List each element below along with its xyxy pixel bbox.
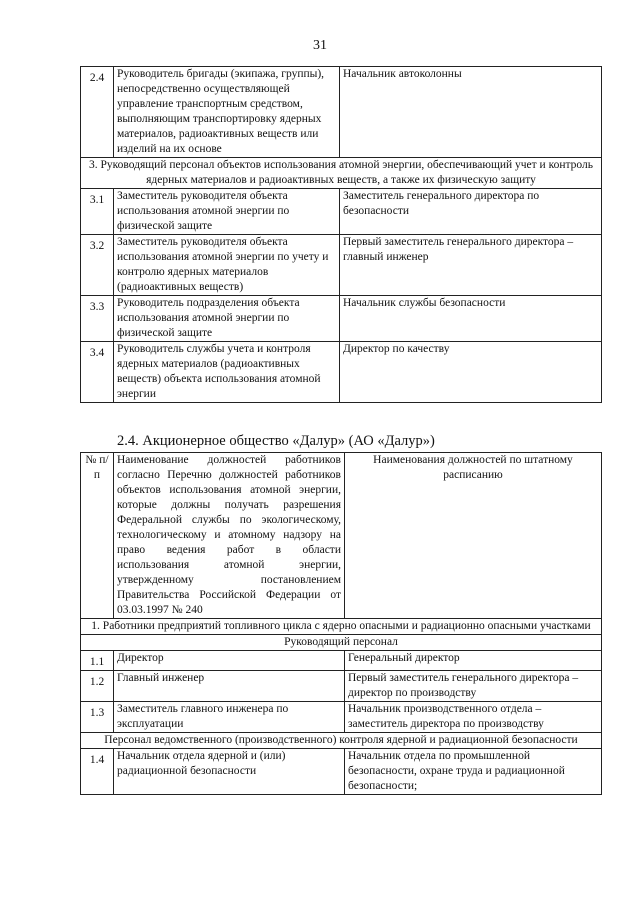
staff-position: Заместитель генерального директора по безопасности [340,189,602,235]
table-row [81,651,602,671]
table-row [81,749,602,795]
position-name: Заместитель главного инженера по эксплуатации [114,702,345,733]
responsible-personnel-table-continued [80,66,602,403]
row-number: 3.3 [81,296,114,342]
table-row [81,671,602,702]
table-row [81,342,602,403]
position-name: Главный инженер [114,671,345,702]
row-number: 1.4 [81,749,114,795]
position-name: Руководитель подразделения объекта использования атомной энергии по физической защите [114,296,340,342]
column-header-position: Наименование должностей работников согласно Перечню должностей работников объектов использования атомной энергии, которые должны получать разрешения Федеральной службы по экологическому, технологическому и атомному надзору на право ведения работ в области использования атомной энергии, утвержденному постановлением Правительства Российской Федерации от 03.03.1997 № 240 [114,453,345,619]
table-row [81,702,602,733]
position-name: Руководитель службы учета и контроля ядерных материалов (радиоактивных веществ) объекта использования атомной энергии [114,342,340,403]
position-name: Руководитель бригады (экипажа, группы), непосредственно осуществляющей управление транспортным средством, выполняющим транспортировку ядерных материалов, радиоактивных веществ или изделий на их основе [114,67,340,158]
row-number: 3.1 [81,189,114,235]
row-number: 1.2 [81,671,114,702]
position-name: Заместитель руководителя объекта использования атомной энергии по учету и контролю ядерных материалов (радиоактивных веществ) [114,235,340,296]
page-number: 31 [313,38,327,53]
table-header-row [81,453,602,619]
row-number: 2.4 [81,67,114,158]
staff-position: Генеральный директор [345,651,602,671]
table-row [81,235,602,296]
position-name: Начальник отдела ядерной и (или) радиационной безопасности [114,749,345,795]
row-number: 1.1 [81,651,114,671]
staff-position: Начальник службы безопасности [340,296,602,342]
subheader-management: Руководящий персонал [81,635,602,651]
subheader-control: Персонал ведомственного (производственного) контроля ядерной и радиационной безопасности [81,733,602,749]
position-name: Заместитель руководителя объекта использования атомной энергии по физической защите [114,189,340,235]
section-3-header: 3. Руководящий персонал объектов использования атомной энергии, обеспечивающий учет и контроль ядерных материалов и радиоактивных веществ, а также их физическую защиту [81,158,602,189]
section-title: 2.4. Акционерное общество «Далур» (АО «Далур») [117,433,435,449]
section-1-header: 1. Работники предприятий топливного цикла с ядерно опасными и радиационно опасными участками [81,619,602,635]
subheader-row [81,733,602,749]
position-name: Директор [114,651,345,671]
staff-position: Директор по качеству [340,342,602,403]
staff-position: Начальник производственного отдела – заместитель директора по производству [345,702,602,733]
table-row [81,189,602,235]
row-number: 3.2 [81,235,114,296]
subheader-row [81,635,602,651]
row-number: 3.4 [81,342,114,403]
section-header-row [81,619,602,635]
dalur-positions-table [80,452,602,795]
column-header-number: № п/п [81,453,114,619]
table-row [81,296,602,342]
column-header-staff: Наименования должностей по штатному расписанию [345,453,602,619]
row-number: 1.3 [81,702,114,733]
staff-position: Первый заместитель генерального директора – главный инженер [340,235,602,296]
table-row [81,67,602,158]
staff-position: Первый заместитель генерального директора – директор по производству [345,671,602,702]
section-header-row [81,158,602,189]
staff-position: Начальник автоколонны [340,67,602,158]
staff-position: Начальник отдела по промышленной безопасности, охране труда и радиационной безопасности; [345,749,602,795]
